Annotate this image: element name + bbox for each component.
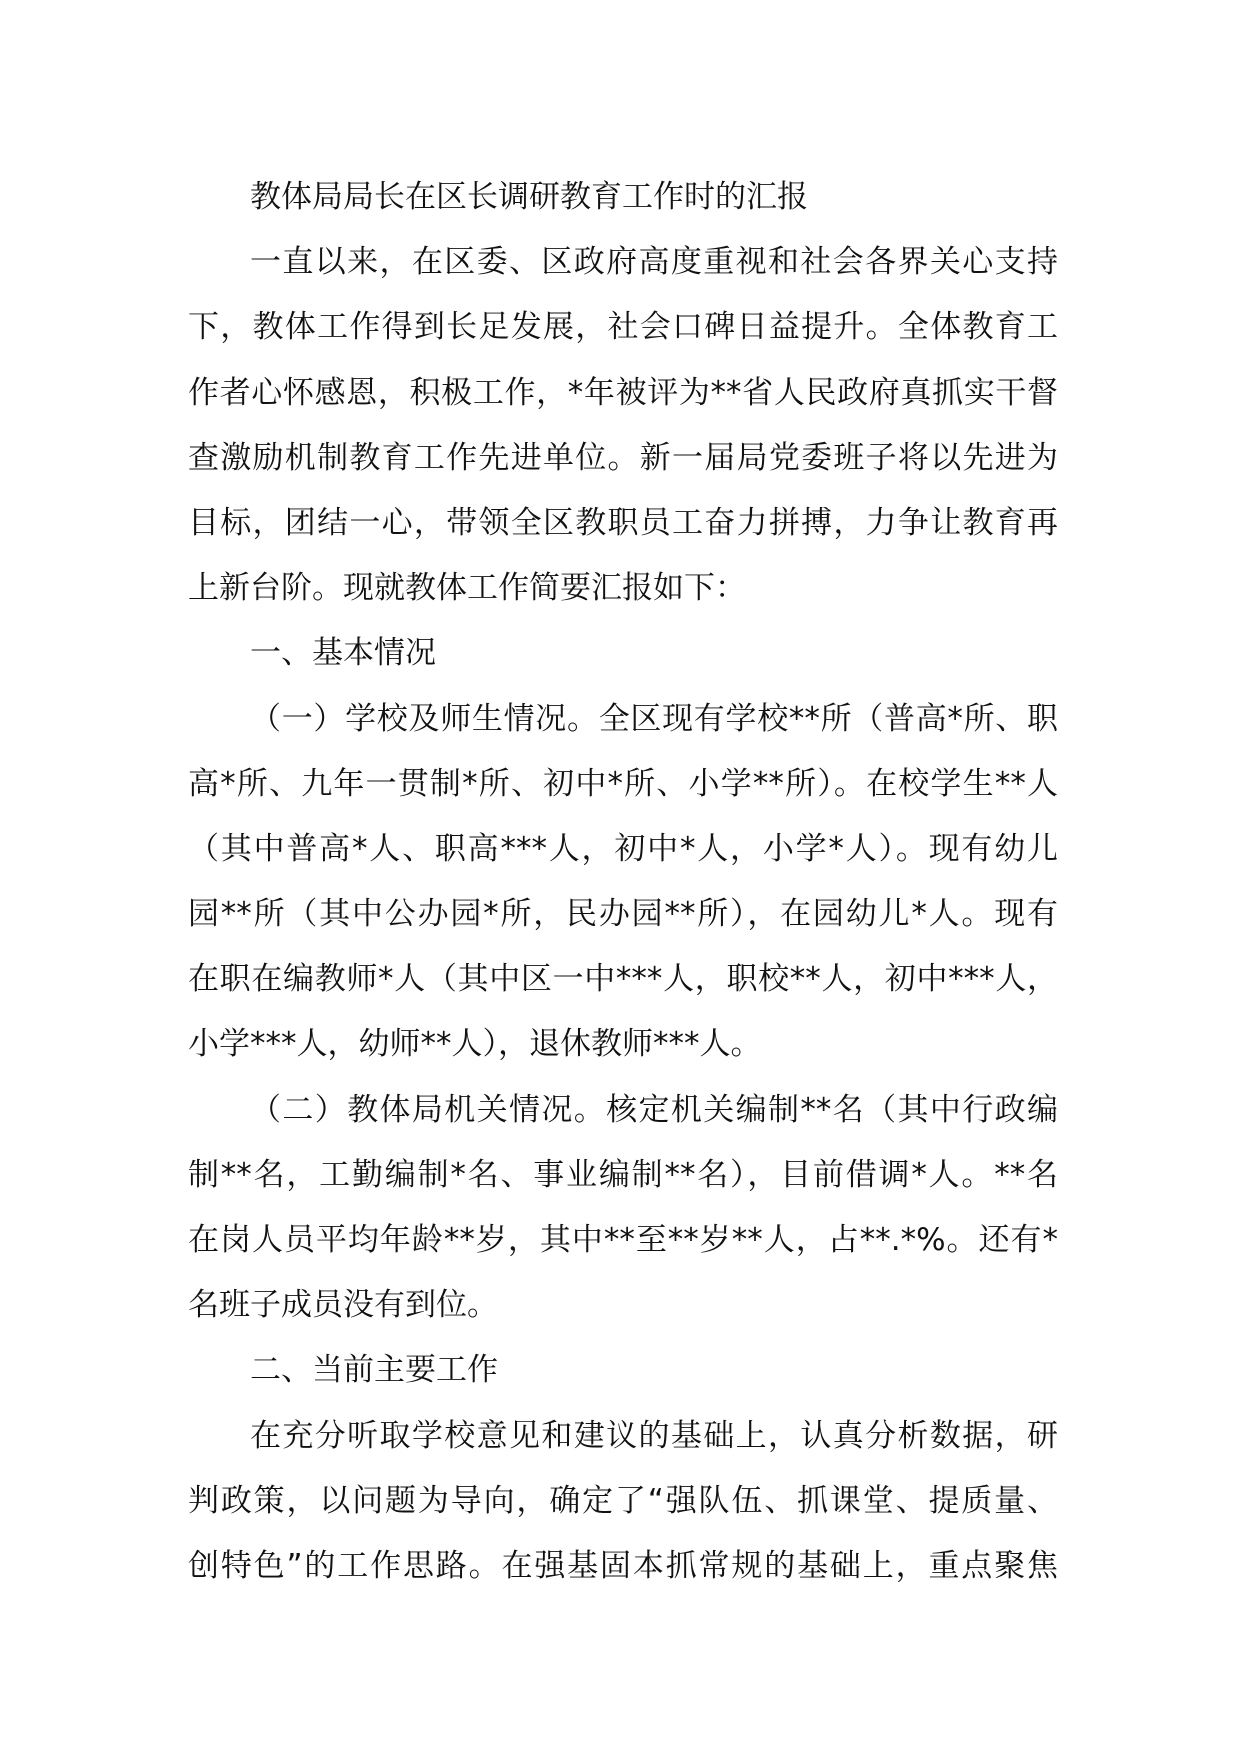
- paragraph-line: 园**所（其中公办园*所，民办园**所），在园幼儿*人。现有: [188, 896, 1058, 933]
- paragraph-line: 在职在编教师*人（其中区一中***人，职校**人，初中***人，: [188, 961, 1058, 998]
- section-heading: 二、当前主要工作: [250, 1352, 498, 1389]
- section-heading: 一、基本情况: [250, 635, 436, 672]
- paragraph-line: （二）教体局机关情况。核定机关编制**名（其中行政编: [250, 1091, 1058, 1128]
- document-title: 教体局局长在区长调研教育工作时的汇报: [250, 179, 808, 215]
- paragraph-line: （一）学校及师生情况。全区现有学校**所（普高*所、职: [250, 700, 1058, 737]
- paragraph-line: 创特色”的工作思路。在强基固本抓常规的基础上，重点聚焦: [188, 1547, 1058, 1584]
- paragraph-line: 判政策，以问题为导向，确定了“强队伍、抓课堂、提质量、: [188, 1482, 1058, 1519]
- paragraph-line: 上新台阶。现就教体工作简要汇报如下：: [188, 570, 746, 607]
- paragraph-line: 作者心怀感恩，积极工作，*年被评为**省人民政府真抓实干督: [188, 374, 1058, 411]
- paragraph-line: 查激励机制教育工作先进单位。新一届局党委班子将以先进为: [188, 439, 1058, 476]
- paragraph-line: 小学***人，幼师**人），退休教师***人。: [188, 1026, 762, 1063]
- paragraph-line: 下，教体工作得到长足发展，社会口碑日益提升。全体教育工: [188, 309, 1058, 346]
- paragraph-line: 高*所、九年一贯制*所、初中*所、小学**所）。在校学生**人: [188, 765, 1058, 802]
- paragraph-line: （其中普高*人、职高***人，初中*人，小学*人）。现有幼儿: [188, 830, 1058, 867]
- paragraph-line: 在充分听取学校意见和建议的基础上，认真分析数据，研: [250, 1417, 1058, 1454]
- paragraph-line: 制**名，工勤编制*名、事业编制**名），目前借调*人。**名: [188, 1156, 1058, 1193]
- paragraph-line: 一直以来，在区委、区政府高度重视和社会各界关心支持: [250, 244, 1058, 281]
- paragraph-line: 名班子成员没有到位。: [188, 1287, 498, 1324]
- document-page: [188, 165, 1058, 1599]
- paragraph-line: 目标，团结一心，带领全区教职员工奋力拼搏，力争让教育再: [188, 504, 1058, 541]
- paragraph-line: 在岗人员平均年龄**岁，其中**至**岁**人，占**.*%。还有*: [188, 1222, 1058, 1258]
